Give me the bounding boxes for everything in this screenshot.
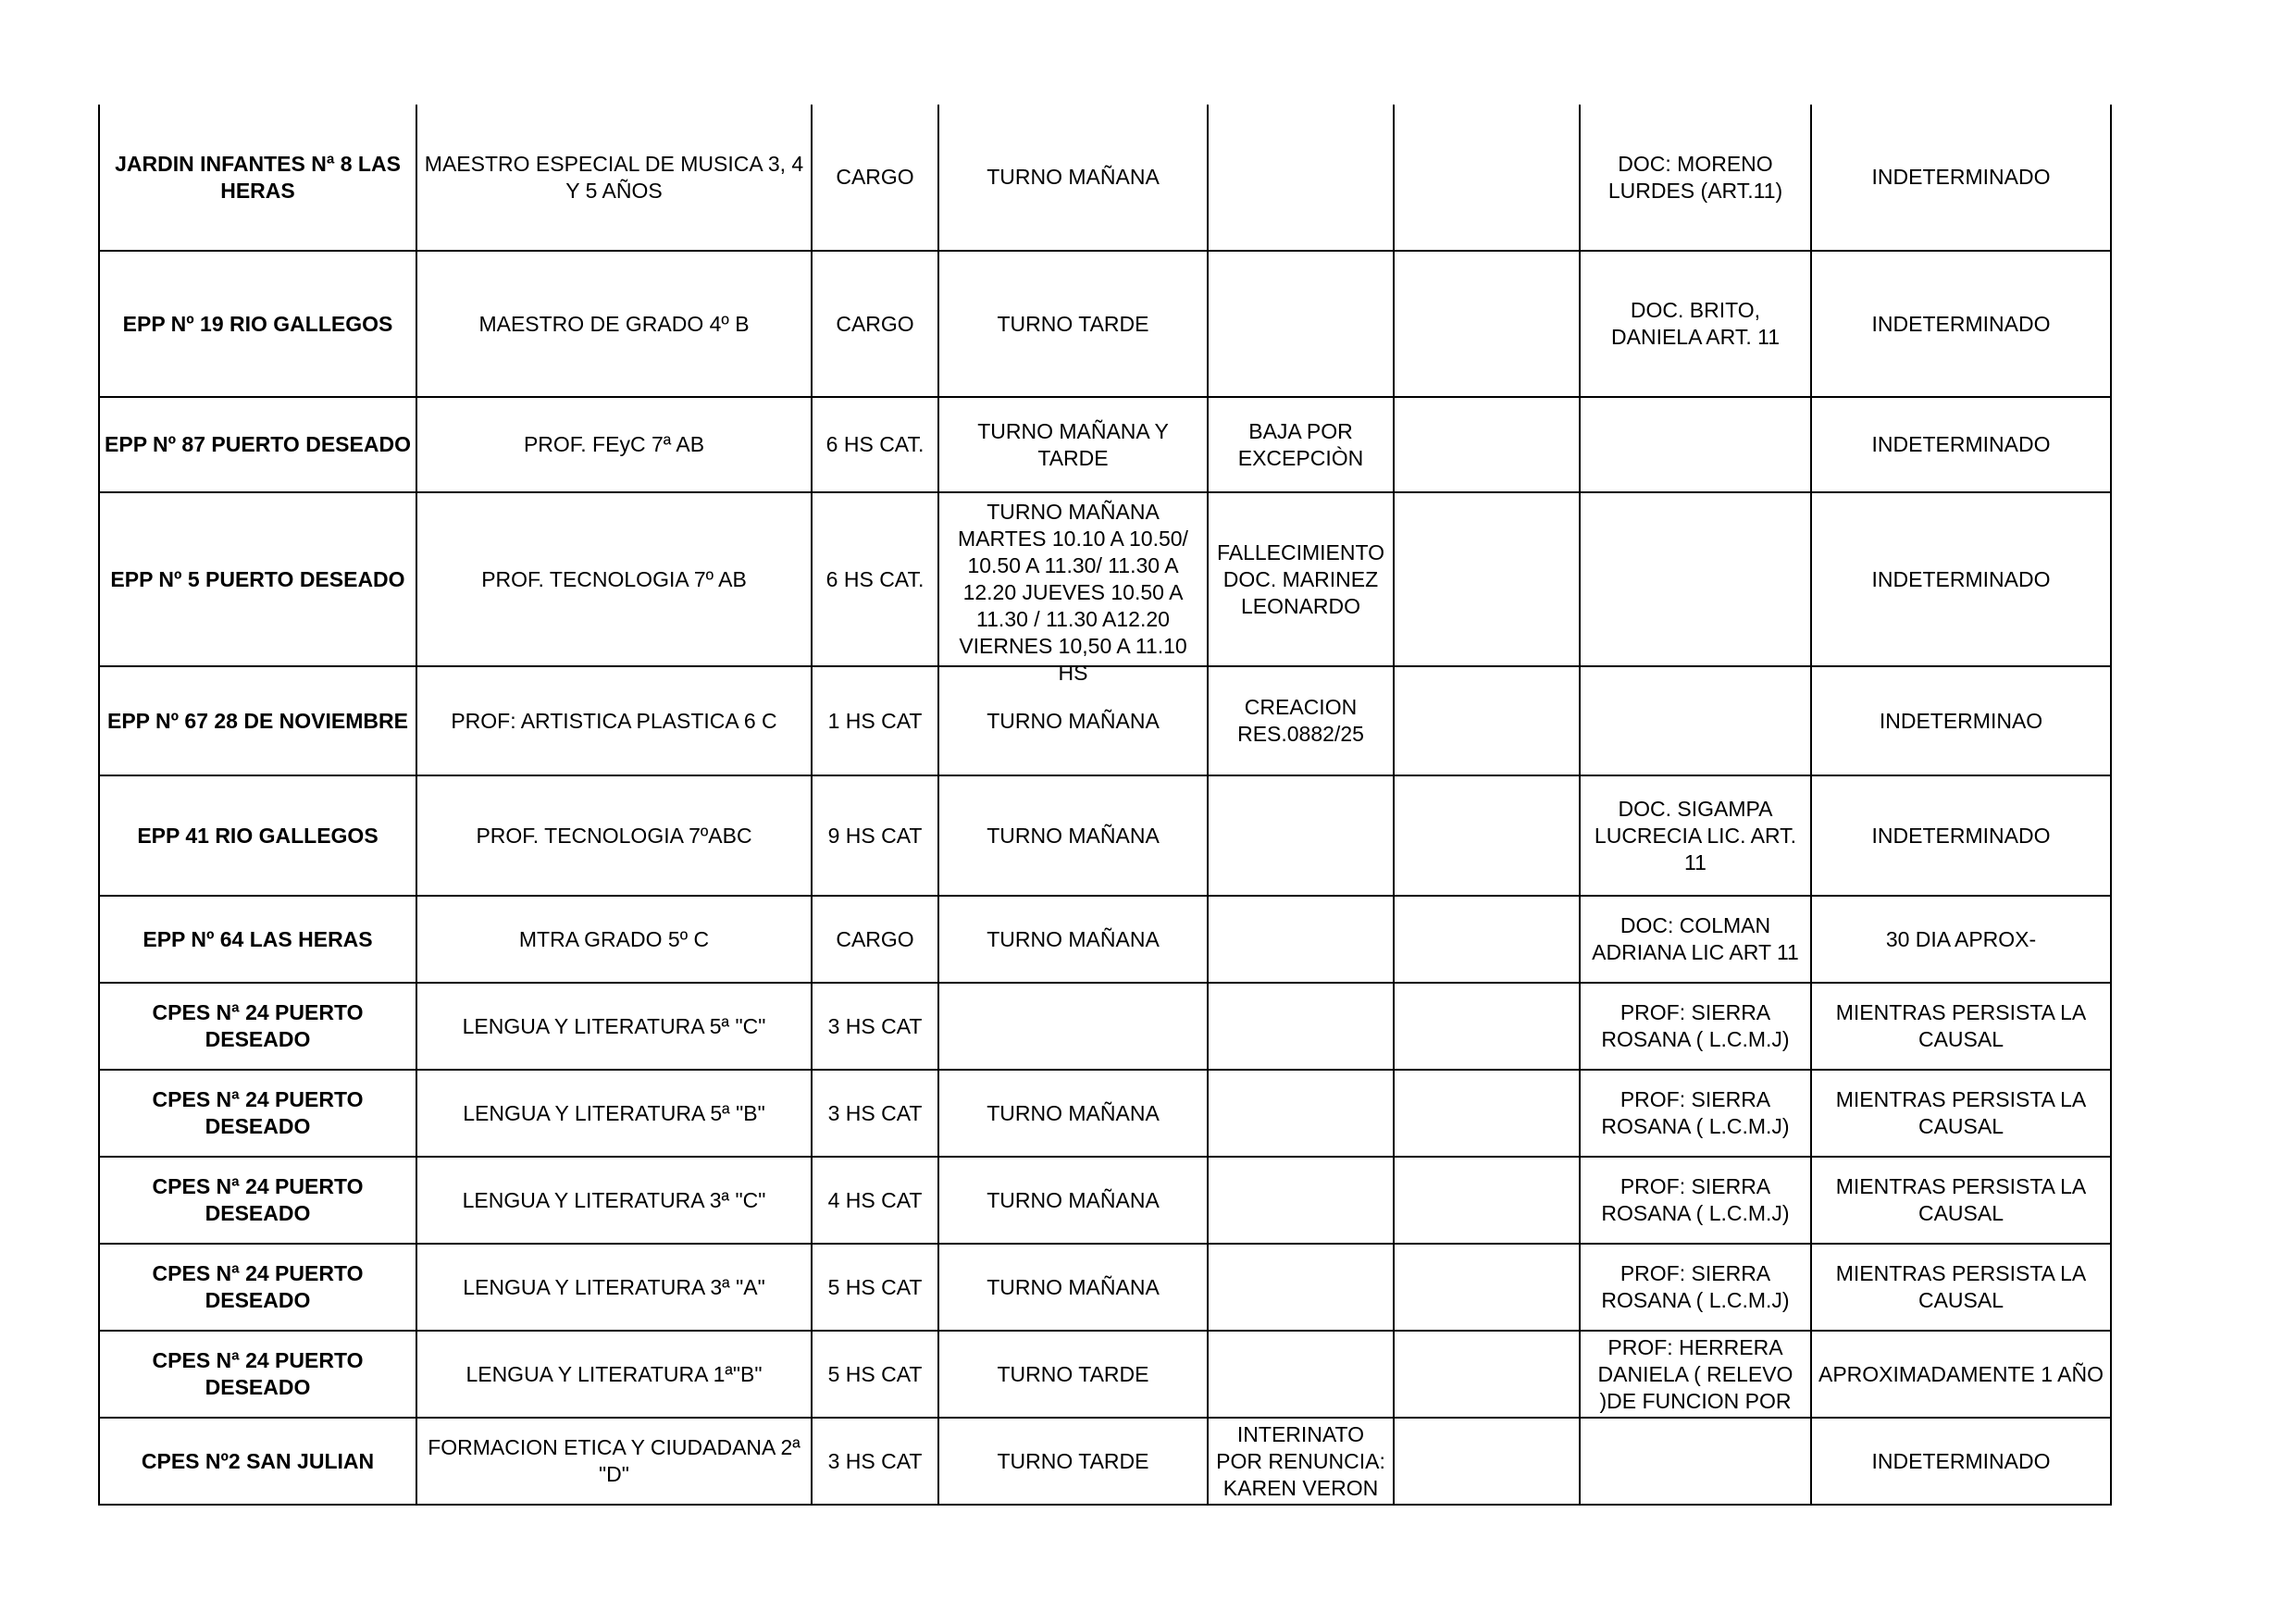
position-cell: PROF. TECNOLOGIA 7º AB [416,492,812,666]
empty-cell [1394,251,1580,397]
replaces-cell [1580,492,1811,666]
duration-cell: MIENTRAS PERSISTA LA CAUSAL [1811,983,2111,1070]
reason-cell: INTERINATO POR RENUNCIA: KAREN VERON [1208,1418,1394,1505]
duration-cell: MIENTRAS PERSISTA LA CAUSAL [1811,1244,2111,1331]
empty-cell [1394,1418,1580,1505]
table-row [99,251,2111,397]
empty-cell [1394,1244,1580,1331]
table-row [99,1244,2111,1331]
replaces-cell: DOC. BRITO, DANIELA ART. 11 [1580,251,1811,397]
hours-cell: 3 HS CAT [812,1070,938,1157]
duration-cell: 30 DIA APROX- [1811,896,2111,983]
replaces-cell: PROF: SIERRA ROSANA ( L.C.M.J) [1580,1244,1811,1331]
replaces-cell: PROF: HERRERA DANIELA ( RELEVO )DE FUNCION POR [1580,1331,1811,1418]
shift-cell: TURNO MAÑANA [938,105,1208,251]
shift-cell [938,492,1208,685]
shift-cell: TURNO MAÑANA [938,775,1208,896]
hours-cell: 5 HS CAT [812,1244,938,1331]
position-cell: FORMACION ETICA Y CIUDADANA 2ª "D" [416,1418,812,1505]
table-row [99,397,2111,492]
empty-cell [1394,105,1580,251]
institution-cell: EPP Nº 5 PUERTO DESEADO [99,492,416,666]
reason-cell [1208,983,1394,1070]
empty-cell [1394,775,1580,896]
reason-cell: FALLECIMIENTO DOC. MARINEZ LEONARDO [1208,492,1394,666]
position-cell: LENGUA Y LITERATURA 3ª "C" [416,1157,812,1244]
replaces-cell: PROF: SIERRA ROSANA ( L.C.M.J) [1580,1070,1811,1157]
shift-cell: TURNO MAÑANA Y TARDE [938,397,1208,492]
empty-cell [1394,397,1580,492]
duration-cell: INDETERMINADO [1811,105,2111,251]
shift-cell [938,983,1208,1070]
hours-cell: CARGO [812,251,938,397]
position-cell: LENGUA Y LITERATURA 5ª "C" [416,983,812,1070]
empty-cell [1394,1331,1580,1418]
table-row [99,105,2111,251]
replaces-cell [1580,1418,1811,1505]
table-row [99,492,2111,666]
position-cell: PROF: ARTISTICA PLASTICA 6 C [416,666,812,775]
table-row [99,983,2111,1070]
duration-cell: MIENTRAS PERSISTA LA CAUSAL [1811,1157,2111,1244]
reason-cell [1208,1331,1394,1418]
empty-cell [1394,1157,1580,1244]
table-row [99,1418,2111,1505]
reason-cell [1208,1244,1394,1331]
shift-cell: TURNO MAÑANA [938,666,1208,775]
position-cell: LENGUA Y LITERATURA 5ª "B" [416,1070,812,1157]
empty-cell [1394,1070,1580,1157]
hours-cell: CARGO [812,896,938,983]
empty-cell [1394,666,1580,775]
reason-cell [1208,1157,1394,1244]
institution-cell: EPP 41 RIO GALLEGOS [99,775,416,896]
duration-cell: INDETERMINADO [1811,251,2111,397]
replaces-cell [1580,666,1811,775]
institution-cell: JARDIN INFANTES Nª 8 LAS HERAS [99,105,416,251]
reason-cell [1208,1070,1394,1157]
reason-cell [1208,105,1394,251]
table-row [99,1157,2111,1244]
table-row [99,1331,2111,1418]
table-row [99,1070,2111,1157]
position-cell: LENGUA Y LITERATURA 3ª "A" [416,1244,812,1331]
hours-cell: 6 HS CAT. [812,492,938,666]
institution-cell: CPES Nª 24 PUERTO DESEADO [99,1070,416,1157]
institution-cell: CPES Nª 24 PUERTO DESEADO [99,1244,416,1331]
position-cell: LENGUA Y LITERATURA 1ª"B" [416,1331,812,1418]
table-row [99,775,2111,896]
replaces-cell: PROF: SIERRA ROSANA ( L.C.M.J) [1580,983,1811,1070]
hours-cell: 5 HS CAT [812,1331,938,1418]
position-cell: MAESTRO ESPECIAL DE MUSICA 3, 4 Y 5 AÑOS [416,105,812,251]
duration-cell: INDETERMINADO [1811,397,2111,492]
position-cell: PROF. FEyC 7ª AB [416,397,812,492]
duration-cell: APROXIMADAMENTE 1 AÑO [1811,1331,2111,1418]
replaces-cell [1580,397,1811,492]
institution-cell: EPP Nº 87 PUERTO DESEADO [99,397,416,492]
institution-cell: CPES Nª 24 PUERTO DESEADO [99,1157,416,1244]
reason-cell: BAJA POR EXCEPCIÒN [1208,397,1394,492]
reason-cell [1208,775,1394,896]
replaces-cell: DOC. SIGAMPA LUCRECIA LIC. ART. 11 [1580,775,1811,896]
hours-cell: 4 HS CAT [812,1157,938,1244]
hours-cell: CARGO [812,105,938,251]
institution-cell: EPP Nº 19 RIO GALLEGOS [99,251,416,397]
shift-cell: TURNO MAÑANA [938,1070,1208,1157]
institution-cell: CPES Nª 24 PUERTO DESEADO [99,983,416,1070]
reason-cell [1208,251,1394,397]
institution-cell: EPP Nº 67 28 DE NOVIEMBRE [99,666,416,775]
shift-text: TURNO MAÑANA MARTES 10.10 A 10.50/ 10.50 A 11.30/ 11.30 A 12.20 JUEVES 10.50 A 11.30 / 11.30 A12.20 VIERNES 10,50 A 11.10 HS [958,500,1188,685]
duration-cell: MIENTRAS PERSISTA LA CAUSAL [1811,1070,2111,1157]
vacancies-table [98,105,2112,1506]
replaces-cell: PROF: SIERRA ROSANA ( L.C.M.J) [1580,1157,1811,1244]
shift-cell: TURNO TARDE [938,1331,1208,1418]
institution-cell: EPP Nº 64 LAS HERAS [99,896,416,983]
institution-cell: CPES Nª 24 PUERTO DESEADO [99,1331,416,1418]
reason-cell [1208,896,1394,983]
hours-cell: 9 HS CAT [812,775,938,896]
position-cell: PROF. TECNOLOGIA 7ºABC [416,775,812,896]
hours-cell: 3 HS CAT [812,1418,938,1505]
hours-cell: 1 HS CAT [812,666,938,775]
position-cell: MTRA GRADO 5º C [416,896,812,983]
empty-cell [1394,896,1580,983]
shift-cell: TURNO TARDE [938,1418,1208,1505]
duration-cell: INDETERMINADO [1811,1418,2111,1505]
empty-cell [1394,492,1580,666]
duration-cell: INDETERMINADO [1811,775,2111,896]
institution-cell: CPES Nº2 SAN JULIAN [99,1418,416,1505]
duration-cell: INDETERMINADO [1811,492,2111,666]
table-row [99,666,2111,775]
shift-cell: TURNO TARDE [938,251,1208,397]
empty-cell [1394,983,1580,1070]
duration-cell: INDETERMINAO [1811,666,2111,775]
hours-cell: 3 HS CAT [812,983,938,1070]
reason-cell: CREACION RES.0882/25 [1208,666,1394,775]
shift-cell: TURNO MAÑANA [938,1157,1208,1244]
shift-cell: TURNO MAÑANA [938,896,1208,983]
table-row [99,896,2111,983]
replaces-cell: DOC: MORENO LURDES (ART.11) [1580,105,1811,251]
shift-cell: TURNO MAÑANA [938,1244,1208,1331]
hours-cell: 6 HS CAT. [812,397,938,492]
replaces-cell: DOC: COLMAN ADRIANA LIC ART 11 [1580,896,1811,983]
position-cell: MAESTRO DE GRADO 4º B [416,251,812,397]
